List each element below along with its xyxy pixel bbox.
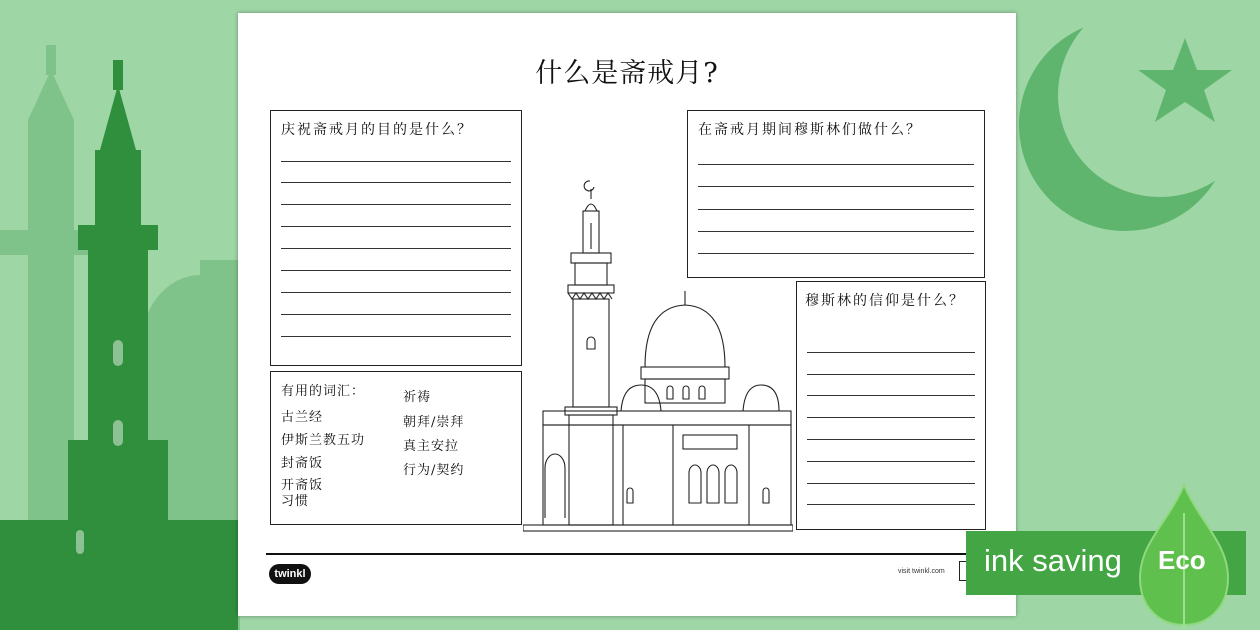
vocab-word: 伊斯兰教五功: [281, 433, 366, 448]
vocab-word: 朝拜/崇拜: [403, 415, 465, 430]
purpose-question: 庆祝斋戒月的目的是什么？: [281, 122, 473, 138]
vocabulary-heading: 有用的词汇：: [281, 384, 366, 399]
worksheet-page: [238, 13, 1016, 616]
worksheet-title: 什么是斋戒月?: [535, 58, 719, 89]
purpose-answer-box[interactable]: [270, 110, 522, 366]
answer-line: [807, 439, 975, 440]
answer-line: [281, 248, 511, 249]
activities-question: 在斋戒月期间穆斯林们做什么？: [698, 122, 922, 138]
ink-saving-label: ink saving: [984, 543, 1122, 578]
beliefs-question: 穆斯林的信仰是什么？: [805, 293, 965, 309]
answer-line: [807, 352, 975, 353]
vocabulary-box: [270, 371, 522, 525]
vocab-word: 开斋饭: [281, 478, 324, 493]
vocab-word: 习惯: [281, 494, 310, 509]
crescent-star-decoration: [1019, 0, 1260, 231]
answer-line: [807, 395, 975, 396]
answer-line: [807, 461, 975, 462]
eco-label: Eco: [1158, 545, 1206, 575]
footer-url: visit twinkl.com: [898, 568, 945, 575]
vocab-word: 行为/契约: [403, 463, 465, 478]
answer-line: [807, 504, 975, 505]
answer-line: [807, 483, 975, 484]
mosque-illustration: [523, 173, 793, 533]
answer-line: [807, 374, 975, 375]
answer-line: [281, 336, 511, 337]
footer-divider: [266, 553, 988, 555]
answer-line: [281, 292, 511, 293]
answer-line: [281, 182, 511, 183]
answer-line: [807, 417, 975, 418]
answer-line: [281, 161, 511, 162]
vocab-word: 古兰经: [281, 410, 324, 425]
answer-line: [281, 226, 511, 227]
answer-line: [281, 204, 511, 205]
vocab-word: 祈祷: [403, 390, 432, 405]
vocab-word: 封斋饭: [281, 456, 324, 471]
twinkl-logo: twinkl: [269, 564, 311, 584]
beliefs-answer-box[interactable]: [796, 281, 986, 530]
answer-line: [698, 164, 974, 165]
answer-line: [281, 314, 511, 315]
answer-line: [281, 270, 511, 271]
vocab-word: 真主安拉: [403, 439, 460, 454]
